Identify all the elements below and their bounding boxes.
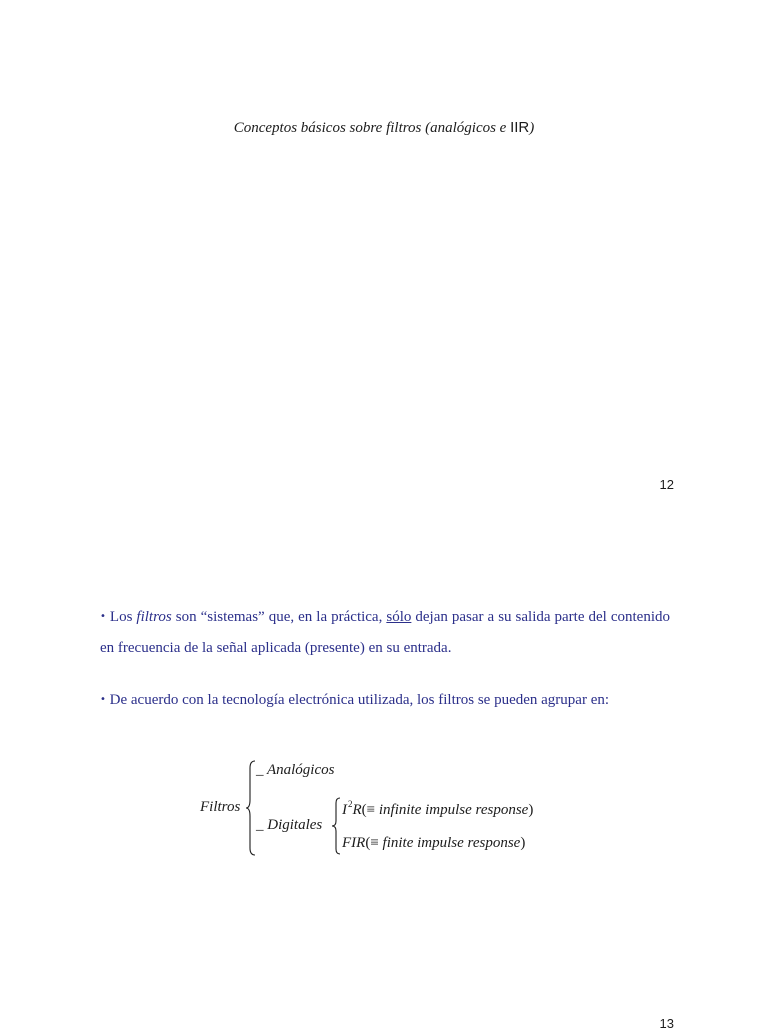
formula-root-filtros: Filtros — [200, 799, 241, 815]
page-number-13: 13 — [659, 1016, 674, 1031]
para1-part2: son “sistemas” que, en la práctica, — [171, 609, 387, 625]
paragraph-filters-definition — [100, 601, 670, 664]
left-brace-icon — [331, 797, 341, 855]
para1-underlined-solo: sólo — [386, 609, 412, 625]
formula-digitales: _ Digitales — [256, 817, 323, 833]
iir-I: I — [342, 802, 347, 818]
iir-description: infinite impulse response — [375, 802, 529, 818]
bullet-icon: • — [100, 694, 106, 705]
para1-italic-filtros: filtros — [136, 609, 172, 625]
title-text: Conceptos básicos sobre filtros (analógicos e — [233, 120, 511, 136]
iir-equiv: ≡ — [366, 802, 376, 818]
title-iir: IIR — [510, 119, 530, 136]
page-number-12: 12 — [659, 477, 674, 492]
title-close-paren: ) — [529, 120, 535, 136]
iir-open-paren: ( — [361, 802, 367, 818]
para1-part3: dejan pasar a su salida parte del contenido en frecuencia de la señal aplicada (presente) en su entrada. — [100, 609, 670, 656]
iir-superscript: 2 — [348, 799, 353, 809]
paragraph-filter-groups — [100, 684, 670, 716]
page-title — [0, 119, 768, 137]
formula-iir — [342, 799, 533, 819]
fir-label: FIR — [342, 835, 366, 851]
iir-R: R — [352, 802, 362, 818]
fir-close-paren: ) — [520, 835, 526, 851]
fir-equiv: ≡ — [370, 835, 379, 851]
para2-text: De acuerdo con la tecnología electrónica utilizada, los filtros se pueden agrupar en: — [105, 692, 610, 708]
bullet-icon: • — [100, 611, 106, 622]
formula-analogicos: _ Analógicos — [256, 762, 335, 778]
formula-fir — [342, 835, 525, 852]
para1-part1: Los — [105, 609, 137, 625]
fir-description: finite impulse response — [378, 835, 521, 851]
iir-close-paren: ) — [528, 802, 534, 818]
fir-open-paren: ( — [365, 835, 371, 851]
